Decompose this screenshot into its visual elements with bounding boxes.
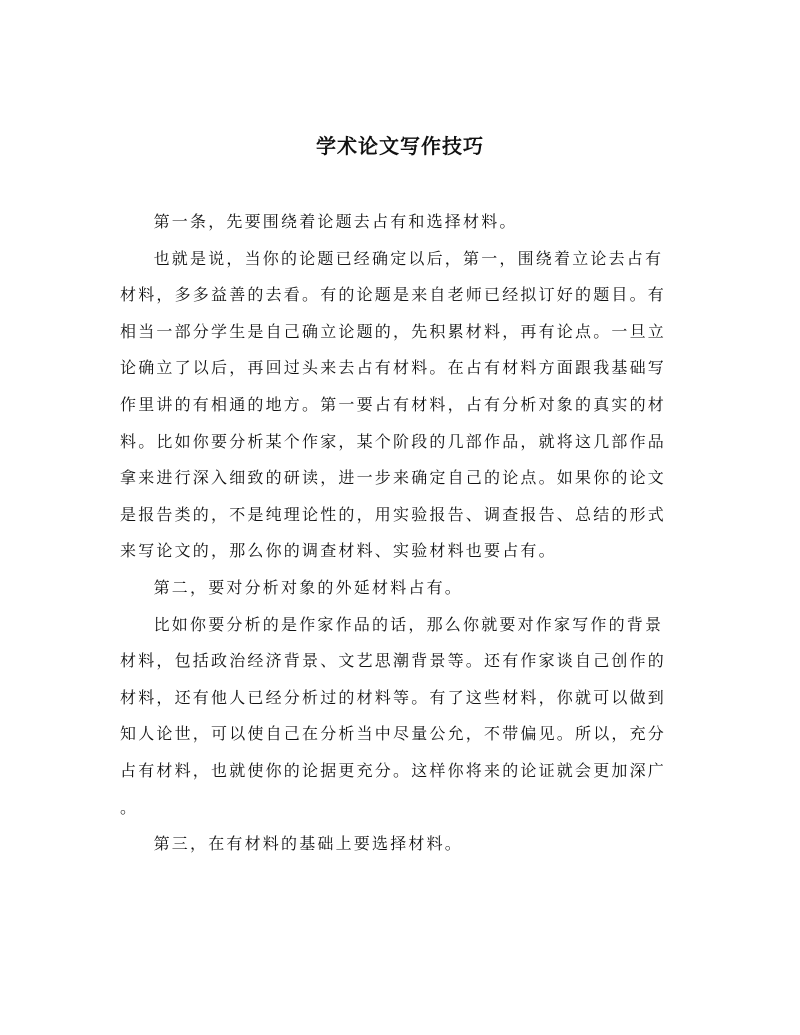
document-body — [120, 204, 688, 863]
paragraph-line: 料。比如你要分析某个作家，某个阶段的几部作品，就将这几部作品 — [120, 431, 667, 451]
paragraph-line: 占有材料，也就使你的论据更充分。这样你将来的论证就会更加深广 — [120, 760, 667, 780]
paragraph-line: 拿来进行深入细致的研读，进一步来确定自己的论点。如果你的论文 — [120, 468, 667, 488]
paragraph-line: 知人论世，可以使自己在分析当中尽量公允，不带偏见。所以，充分 — [120, 724, 667, 744]
paragraph-line: 第一条，先要围绕着论题去占有和选择材料。 — [153, 212, 518, 231]
paragraph-line: 来写论文的，那么你的调查材料、实验材料也要占有。 — [120, 541, 557, 561]
paragraph-line: 材料，多多益善的去看。有的论题是来自老师已经拟订好的题目。有 — [120, 285, 667, 305]
paragraph-3 — [120, 570, 688, 607]
paragraph-line: 是报告类的，不是纯理论性的，用实验报告、调查报告、总结的形式 — [120, 504, 667, 524]
document-title: 学术论文写作技巧 — [316, 134, 484, 158]
paragraph-line: 作里讲的有相通的地方。第一要占有材料，占有分析对象的真实的材 — [120, 394, 667, 414]
paragraph-5 — [120, 826, 688, 863]
paragraph-line: 也就是说，当你的论题已经确定以后，第一，围绕着立论去占有 — [153, 248, 664, 268]
paragraph-4 — [120, 607, 688, 827]
paragraph-line: 材料，还有他人已经分析过的材料等。有了这些材料，你就可以做到 — [120, 687, 667, 707]
paragraph-line: 相当一部分学生是自己确立论题的，先积累材料，再有论点。一旦立 — [120, 321, 667, 341]
paragraph-line: 。 — [120, 797, 139, 817]
paragraph-line: 比如你要分析的是作家作品的话，那么你就要对作家写作的背景 — [153, 614, 664, 634]
paragraph-line: 材料，包括政治经济背景、文艺思潮背景等。还有作家谈自己创作的 — [120, 651, 667, 671]
paragraph-line: 论确立了以后，再回过头来去占有材料。在占有材料方面跟我基础写 — [120, 358, 667, 378]
paragraph-2 — [120, 241, 688, 570]
paragraph-line: 第二，要对分析对象的外延材料占有。 — [153, 577, 463, 597]
paragraph-line: 第三，在有材料的基础上要选择材料。 — [153, 834, 463, 854]
paragraph-1 — [120, 204, 688, 241]
